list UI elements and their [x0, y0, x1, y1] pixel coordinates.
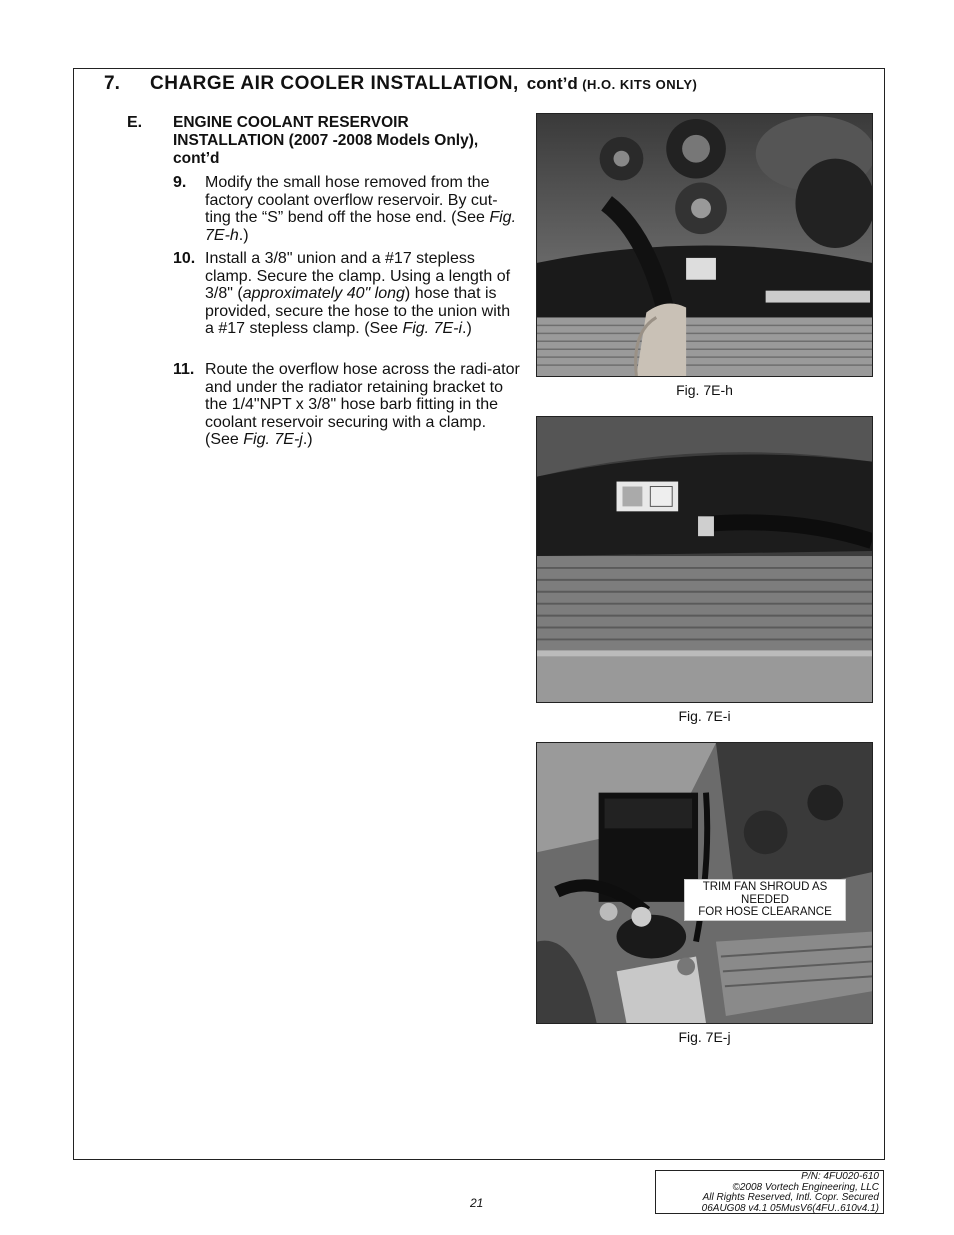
- photo-callout: TRIM FAN SHROUD AS NEEDED FOR HOSE CLEARANCE: [684, 879, 846, 921]
- step-10: [173, 250, 523, 338]
- section-contd: cont’d: [526, 74, 578, 93]
- step-text: Modify the small hose removed from the factory coolant overflow reservoir. By cut-ting the “S” bend off the hose end. (See Fig. 7E-h.): [205, 174, 517, 244]
- copyright-line: ©2008 Vortech Engineering, LLC: [732, 1181, 879, 1193]
- length-note: approximately 40" long: [242, 285, 405, 302]
- subsection-letter: E.: [127, 114, 143, 131]
- section-heading: [104, 73, 697, 95]
- step-9: [173, 174, 523, 244]
- step-text: Install a 3/8" union and a #17 stepless clamp. Secure the clamp. Using a length of 3/8" (approximately 40" long) hose that is provided, secure the hose to the union with a #17 stepless clamp. (See Fig. 7E-i.): [205, 250, 511, 337]
- step-11: [173, 361, 523, 449]
- figure-reference: Fig. 7E-j: [243, 431, 303, 448]
- step-text: Route the overflow hose across the radi-ator and under the radiator retaining bracket to the 1/4"NPT x 3/8" hose barb fitting in the coolant reservoir securing with a clamp. (See Fig. 7E-j.): [205, 361, 520, 448]
- subsection-title: ENGINE COOLANT RESERVOIR INSTALLATION (2007 -2008 Models Only), cont’d: [173, 114, 479, 167]
- rights-line: All Rights Reserved, Intl. Copr. Secured: [702, 1192, 879, 1203]
- figure-reference: Fig. 7E-i: [402, 320, 463, 337]
- caption-fig-7e-j: Fig. 7E-j: [678, 1029, 731, 1045]
- figure-reference: Fig. 7E-h: [205, 209, 517, 244]
- part-number: P/N: 4FU020-610: [801, 1171, 879, 1182]
- section-title: CHARGE AIR COOLER INSTALLATION,: [150, 73, 519, 94]
- photo-fig-7e-h: [536, 113, 873, 377]
- caption-fig-7e-i: Fig. 7E-i: [678, 708, 731, 724]
- step-number: 11.: [173, 361, 195, 378]
- caption-fig-7e-h: Fig. 7E-h: [676, 382, 733, 398]
- section-number: 7.: [104, 73, 120, 94]
- copyright-box: [655, 1170, 884, 1214]
- photo-fig-7e-i: [536, 416, 873, 703]
- step-number: 9.: [173, 174, 187, 191]
- version-line: 06AUG08 v4.1 05MusV6(4FU..610v4.1): [701, 1202, 879, 1214]
- step-number: 10.: [173, 250, 196, 267]
- page-number: 21: [470, 1196, 484, 1210]
- section-qualifier: (H.O. KITS ONLY): [582, 77, 698, 92]
